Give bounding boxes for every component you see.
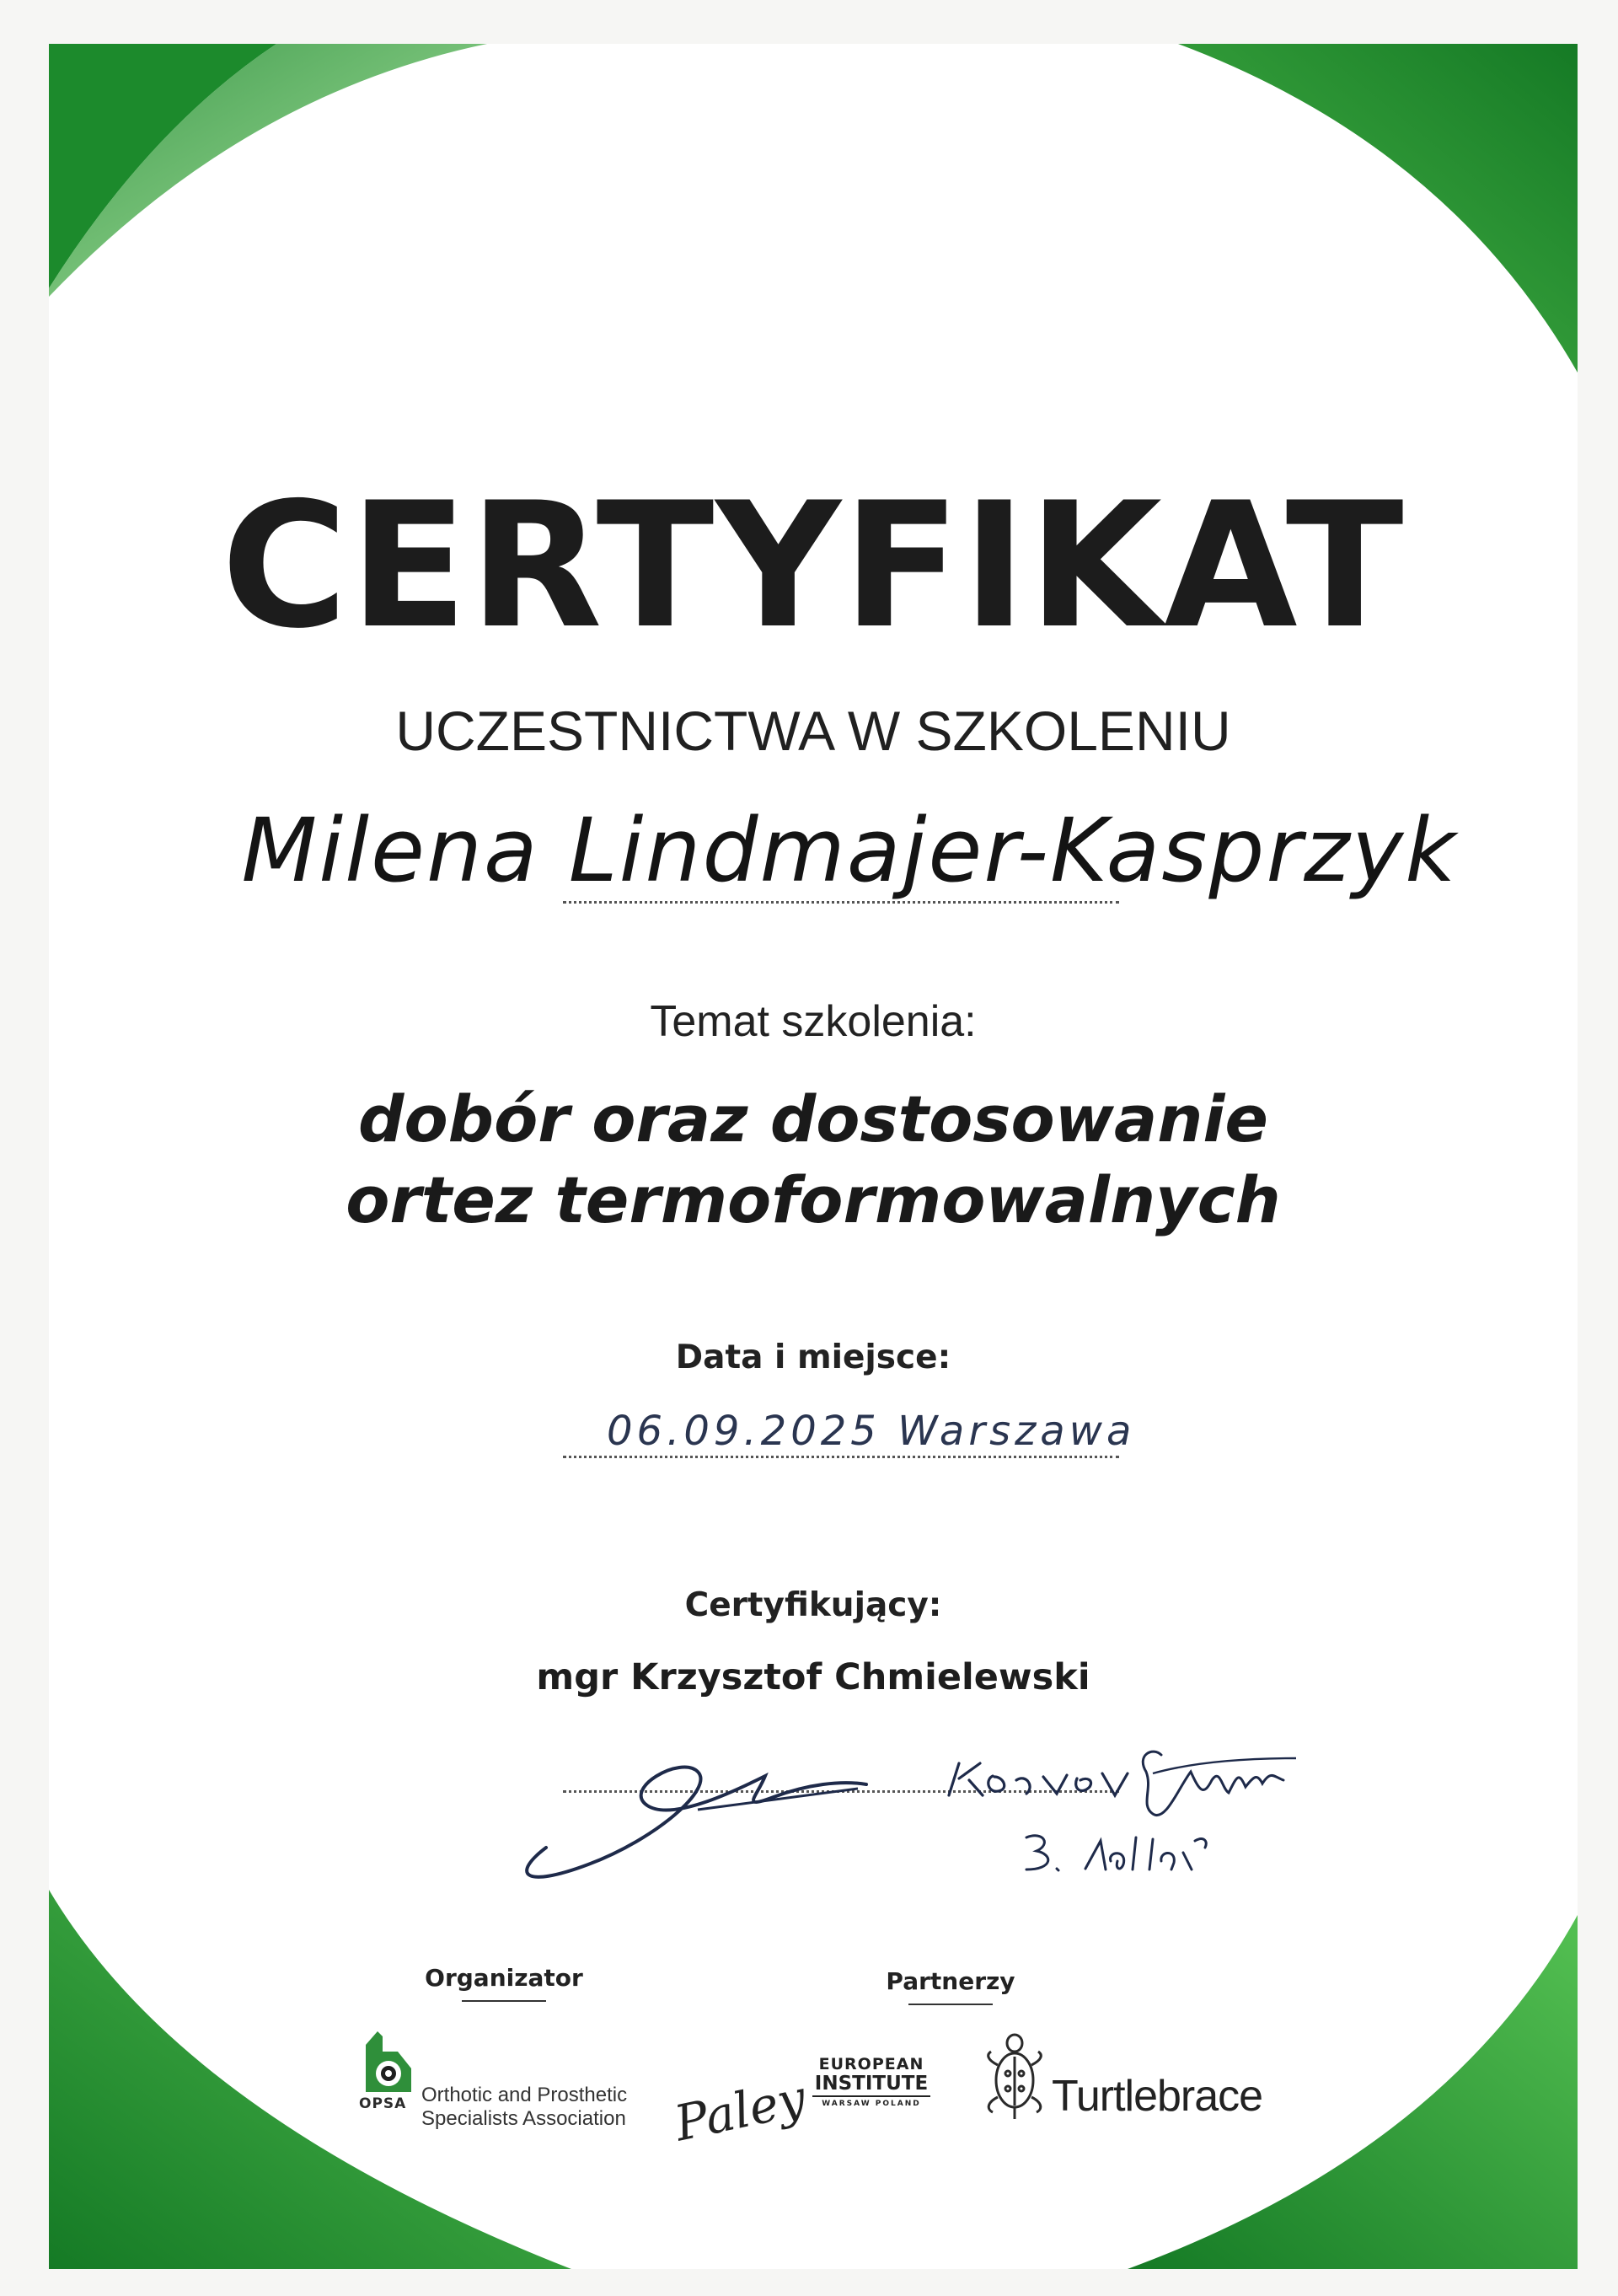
corner-top-right (1178, 44, 1578, 373)
certificate-title: CERTYFIKAT (221, 466, 1406, 667)
eu-inst-line-3: WARSAW POLAND (822, 2100, 921, 2109)
participant-name: Milena Lindmajer-Kasprzyk (241, 799, 1458, 902)
organizer-label (420, 1964, 588, 2002)
partners-label (866, 1967, 1035, 2005)
organizer-underline (462, 2000, 546, 2002)
certifier-label: Certyfikujący: (684, 1586, 942, 1624)
certificate-subtitle: UCZESTNICTWA W SZKOLENIU (395, 700, 1231, 762)
opsa-name-line-2: Specialists Association (421, 2106, 626, 2130)
date-dotted-line (563, 1456, 1119, 1458)
certificate-sheet (49, 44, 1578, 2269)
topic-label: Temat szkolenia: (650, 997, 977, 1046)
certifier-name: mgr Krzysztof Chmielewski (536, 1656, 1090, 1698)
european-institute-logo (812, 2057, 930, 2109)
partners-label-text: Partnerzy (886, 1967, 1015, 1995)
topic-line-2: ortez termoformowalnych (346, 1161, 1281, 1237)
turtle-logo-icon (983, 2031, 1047, 2124)
opsa-name (421, 2084, 627, 2130)
opsa-name-line-1: Orthotic and Prosthetic (421, 2084, 628, 2106)
topic-title (49, 1079, 1578, 1241)
partners-underline (908, 2004, 993, 2005)
topic-line-1: dobór oraz dostosowanie (358, 1081, 1268, 1156)
eu-inst-line-1: EUROPEAN (818, 2055, 924, 2073)
paley-logo-script: Paley (669, 2068, 811, 2153)
date-place-value: 06.09.2025 Warszawa (607, 1408, 1136, 1455)
opsa-abbr: OPSA (359, 2095, 407, 2112)
handwritten-signatures (487, 1696, 1431, 1898)
date-place-label: Data i miejsce: (675, 1338, 951, 1376)
opsa-logo-icon (361, 2026, 416, 2094)
turtlebrace-wordmark: Turtlebrace (1052, 2072, 1263, 2121)
organizer-label-text: Organizator (425, 1964, 583, 1992)
corner-bottom-left (49, 1890, 571, 2269)
eu-inst-line-2: INSTITUTE (812, 2073, 930, 2097)
